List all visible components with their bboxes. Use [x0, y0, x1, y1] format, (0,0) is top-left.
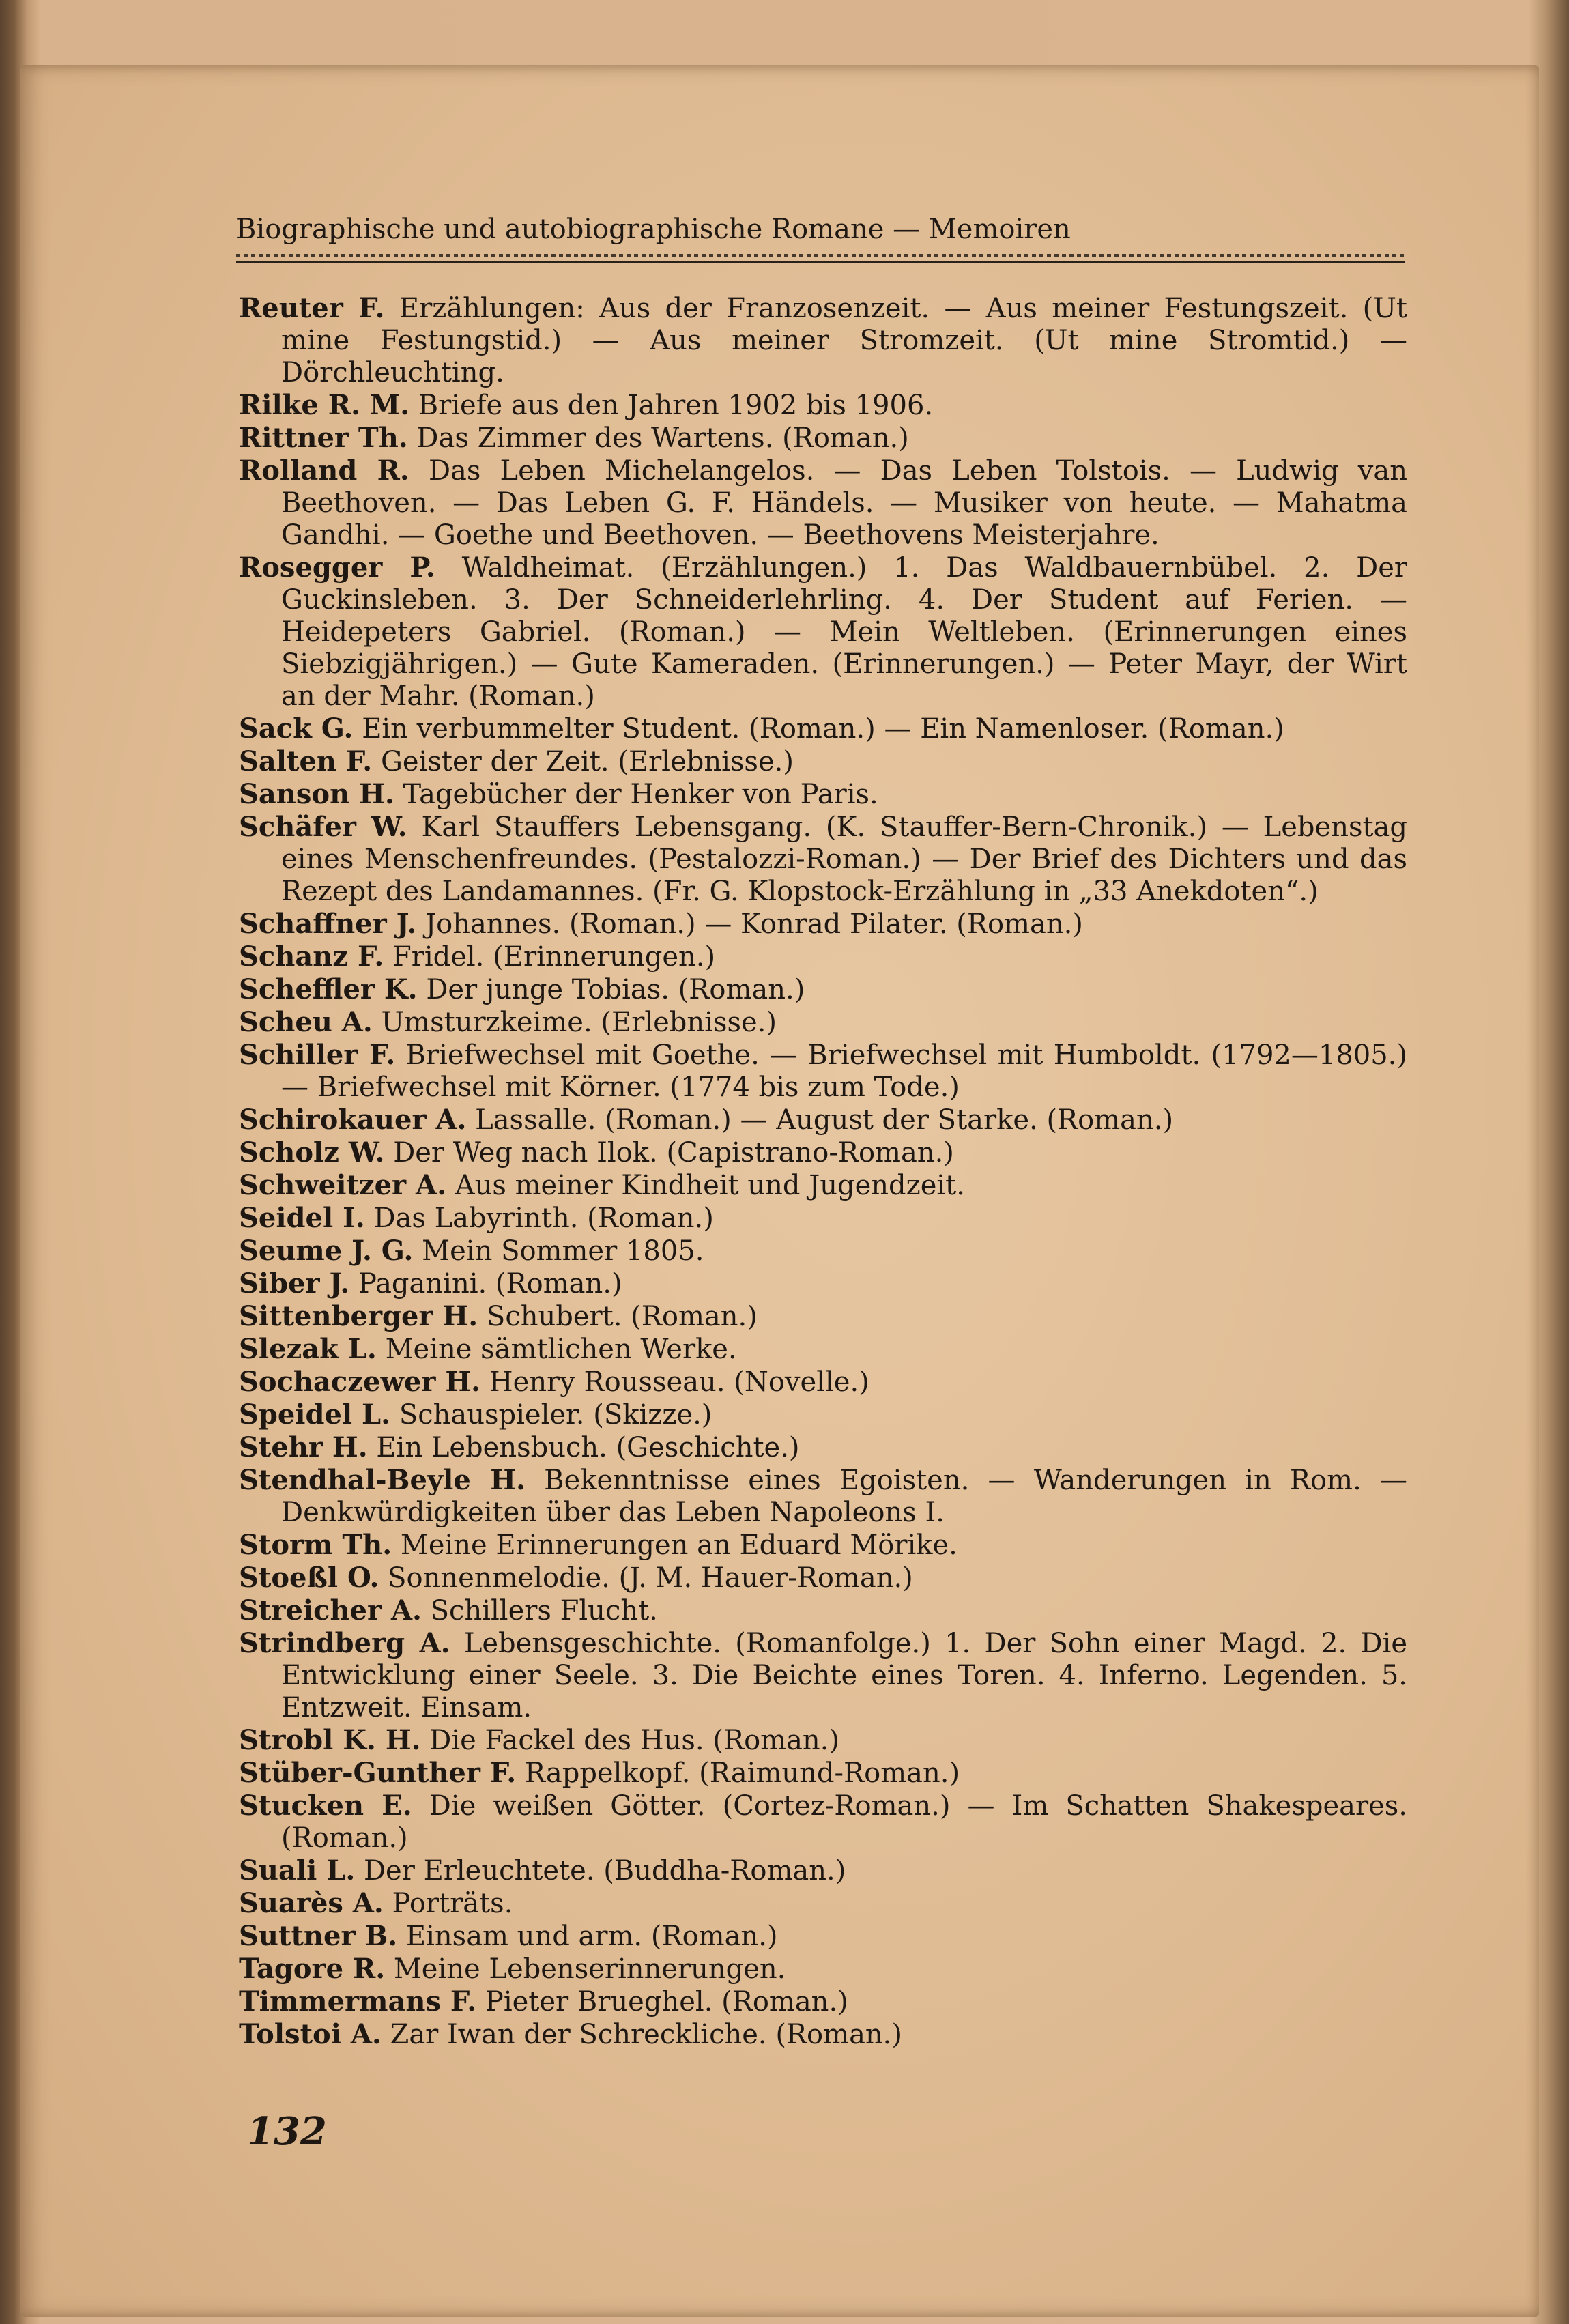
list-item [239, 1790, 1407, 1854]
list-item [239, 1757, 1407, 1790]
list-item [239, 1562, 1407, 1594]
list-item [239, 1366, 1407, 1398]
list-item [239, 1920, 1407, 1953]
entry-author: Stucken E. [239, 1790, 412, 1822]
entry-text: Schauspieler. (Skizze.) [399, 1399, 712, 1431]
entry-text: Schillers Flucht. [430, 1595, 658, 1626]
entry-text: Bekenntnisse eines Egoisten. — Wanderungen in Rom. — Denkwürdigkeiten über das Leben Napoleons I. [281, 1465, 1407, 1528]
entry-text: Johannes. (Roman.) — Konrad Pilater. (Roman.) [425, 908, 1083, 940]
entry-text: Die Fackel des Hus. (Roman.) [429, 1725, 840, 1756]
entry-author: Schiller F. [239, 1039, 396, 1071]
entry-author: Rosegger P. [239, 551, 435, 584]
list-item [239, 389, 1407, 422]
entry-author: Sittenberger H. [239, 1300, 478, 1332]
entry-text: Sonnenmelodie. (J. M. Hauer-Roman.) [388, 1562, 913, 1594]
list-item [239, 1300, 1407, 1333]
entry-author: Rittner Th. [239, 422, 408, 454]
entry-author: Schanz F. [239, 941, 384, 973]
entry-author: Stüber-Gunther F. [239, 1757, 517, 1789]
list-item [239, 908, 1407, 941]
list-item [239, 1724, 1407, 1757]
entry-author: Stoeßl O. [239, 1562, 379, 1594]
entry-text: Tagebücher der Henker von Paris. [403, 779, 878, 810]
entry-author: Storm Th. [239, 1529, 392, 1561]
entry-author: Strobl K. H. [239, 1724, 421, 1756]
entry-author: Schäfer W. [239, 811, 407, 843]
list-item [239, 973, 1407, 1006]
entry-author: Speidel L. [239, 1398, 391, 1431]
entry-author: Suttner B. [239, 1920, 398, 1952]
entry-author: Scheu A. [239, 1006, 373, 1038]
entry-author: Salten F. [239, 745, 373, 777]
list-item [239, 1398, 1407, 1431]
page-header: Biographische und autobiographische Romane — Memoiren [236, 214, 1071, 245]
entry-text: Der Erleuchtete. (Buddha-Roman.) [363, 1855, 846, 1887]
list-item [239, 941, 1407, 973]
list-item [239, 1039, 1407, 1104]
entry-text: Waldheimat. (Erzählungen.) 1. Das Waldbauernbübel. 2. Der Guckinsleben. 3. Der Schneiderlehrling. 4. Der Student auf Ferien. — Heidepeters Gabriel. (Roman.) — Mein Weltleben. (Erinnerungen eines Siebzigjährigen.) — Gute Kameraden. (Erinnerungen.) — Peter Mayr, der Wirt an der Mahr. (Roman.) [281, 552, 1407, 712]
list-item [239, 1985, 1407, 2018]
entry-text: Meine Erinnerungen an Eduard Mörike. [400, 1530, 958, 1561]
list-item [239, 551, 1407, 713]
entry-author: Seume J. G. [239, 1235, 414, 1267]
entry-author: Seidel I. [239, 1202, 365, 1234]
list-item [239, 1887, 1407, 1920]
entry-text: Meine Lebenserinnerungen. [393, 1953, 786, 1985]
entry-text: Briefe aus den Jahren 1902 bis 1906. [418, 390, 934, 421]
entry-text: Pieter Brueghel. (Roman.) [485, 1986, 848, 2018]
entry-text: Die weißen Götter. (Cortez-Roman.) — Im Schatten Shakespeares. (Roman.) [281, 1790, 1408, 1854]
entry-author: Schirokauer A. [239, 1104, 467, 1136]
list-item [239, 1953, 1407, 1985]
list-item [239, 2018, 1407, 2051]
entry-text: Der junge Tobias. (Roman.) [426, 974, 805, 1005]
list-item [239, 1854, 1407, 1887]
list-item [239, 811, 1407, 908]
list-item [239, 1627, 1407, 1724]
list-item [239, 1136, 1407, 1169]
list-item [239, 745, 1407, 778]
entry-text: Das Zimmer des Wartens. (Roman.) [416, 422, 909, 454]
entry-author: Schaffner J. [239, 908, 417, 940]
list-item [239, 292, 1407, 389]
list-item [239, 1333, 1407, 1366]
entry-author: Strindberg A. [239, 1627, 450, 1659]
entry-author: Rolland R. [239, 455, 409, 487]
entry-text: Zar Iwan der Schreckliche. (Roman.) [390, 2019, 902, 2050]
list-item [239, 1104, 1407, 1136]
entry-text: Das Labyrinth. (Roman.) [373, 1203, 714, 1234]
entry-text: Aus meiner Kindheit und Jugendzeit. [455, 1170, 965, 1201]
list-item [239, 422, 1407, 455]
list-item [239, 1594, 1407, 1627]
entry-text: Umsturzkeime. (Erlebnisse.) [381, 1007, 777, 1038]
list-item [239, 713, 1407, 745]
entry-author: Suarès A. [239, 1887, 384, 1919]
entry-author: Slezak L. [239, 1333, 377, 1365]
list-item [239, 1464, 1407, 1529]
entry-text: Ein verbummelter Student. (Roman.) — Ein Namenloser. (Roman.) [362, 713, 1284, 745]
entry-author: Sack G. [239, 713, 354, 745]
list-item [239, 1235, 1407, 1267]
list-item [239, 1169, 1407, 1202]
entry-text: Lassalle. (Roman.) — August der Starke. (Roman.) [475, 1104, 1174, 1136]
entry-author: Scholz W. [239, 1136, 385, 1168]
entry-text: Einsam und arm. (Roman.) [405, 1921, 778, 1952]
entry-text: Meine sämtlichen Werke. [385, 1334, 737, 1365]
entry-text: Henry Rousseau. (Novelle.) [489, 1366, 869, 1398]
entry-text: Mein Sommer 1805. [422, 1235, 704, 1267]
entry-author: Stendhal-Beyle H. [239, 1464, 526, 1496]
entry-author: Sochaczewer H. [239, 1366, 481, 1398]
entry-author: Sanson H. [239, 778, 394, 810]
entry-text: Porträts. [392, 1888, 513, 1919]
entry-author: Tolstoi A. [239, 2018, 382, 2050]
entry-text: Ein Lebensbuch. (Geschichte.) [376, 1432, 800, 1463]
entry-author: Stehr H. [239, 1431, 368, 1463]
entry-author: Streicher A. [239, 1594, 422, 1626]
header-rule [236, 261, 1405, 263]
entry-text: Der Weg nach Ilok. (Capistrano-Roman.) [393, 1137, 954, 1168]
entry-text: Das Leben Michelangelos. — Das Leben Tolstois. — Ludwig van Beethoven. — Das Leben G. F. Händels. — Musiker von heute. — Mahatma Gandhi. — Goethe und Beethoven. — Beethovens Meisterjahre. [281, 455, 1408, 551]
entry-author: Schweitzer A. [239, 1169, 447, 1201]
entry-author: Timmermans F. [239, 1985, 477, 2018]
entry-text: Erzählungen: Aus der Franzosenzeit. — Aus meiner Festungszeit. (Ut mine Festungstid.) — Aus meiner Stromzeit. (Ut mine Stromtid.) — Dörchleuchting. [281, 293, 1408, 388]
entry-list [239, 292, 1407, 2051]
entry-author: Suali L. [239, 1854, 356, 1887]
page-number: 132 [247, 2109, 327, 2154]
list-item [239, 1529, 1407, 1562]
entry-text: Schubert. (Roman.) [486, 1301, 758, 1332]
entry-text: Paganini. (Roman.) [358, 1268, 622, 1300]
entry-text: Geister der Zeit. (Erlebnisse.) [380, 746, 794, 777]
entry-author: Tagore R. [239, 1953, 386, 1985]
list-item [239, 778, 1407, 811]
entry-text: Karl Stauffers Lebensgang. (K. Stauffer-Bern-Chronik.) — Lebenstag eines Menschenfreundes. (Pestalozzi-Roman.) — Der Brief des Dichters und das Rezept des Landamannes. (Fr. G. Klopstock-Erzählung in „33 Anekdoten“.) [281, 812, 1408, 907]
entry-text: Fridel. (Erinnerungen.) [392, 941, 716, 973]
list-item [239, 1267, 1407, 1300]
list-item [239, 1006, 1407, 1039]
entry-text: Rappelkopf. (Raimund-Roman.) [524, 1758, 960, 1789]
entry-author: Rilke R. M. [239, 389, 410, 421]
list-item [239, 455, 1407, 551]
entry-author: Reuter F. [239, 292, 385, 324]
list-item [239, 1431, 1407, 1464]
entry-author: Scheffler K. [239, 973, 418, 1005]
entry-author: Siber J. [239, 1267, 350, 1300]
entry-text: Lebensgeschichte. (Romanfolge.) 1. Der Sohn einer Magd. 2. Die Entwicklung einer Seele. 3. Die Beichte eines Toren. 4. Inferno. Legenden. 5. Entzweit. Einsam. [281, 1628, 1408, 1723]
entry-text: Briefwechsel mit Goethe. — Briefwechsel mit Humboldt. (1792—1805.) — Briefwechsel mit Körner. (1774 bis zum Tode.) [281, 1039, 1407, 1103]
list-item [239, 1202, 1407, 1235]
